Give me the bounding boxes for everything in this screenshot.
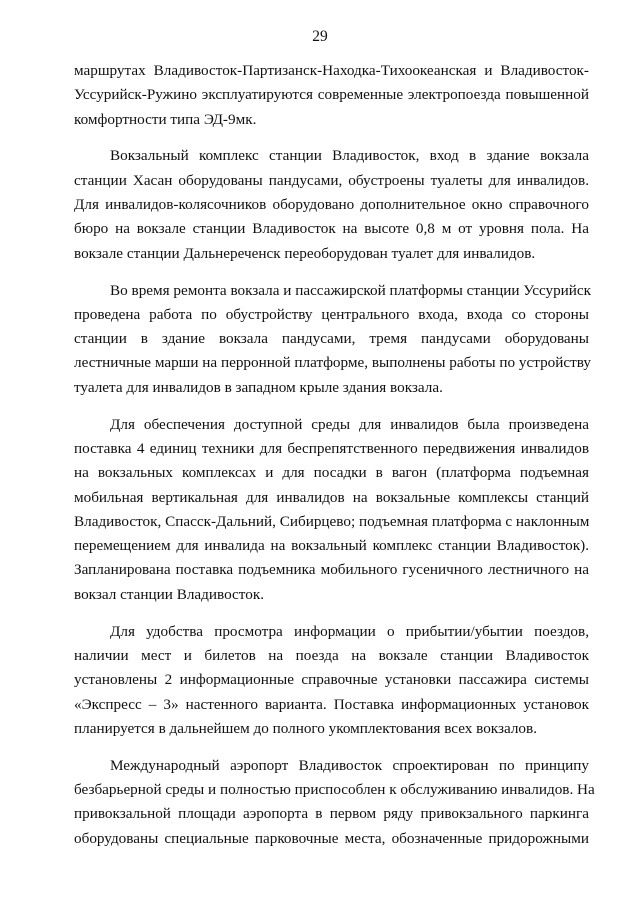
text-line: вокзале станции Дальнереченск переоборудован туалет для инвалидов. (74, 244, 536, 262)
text-line: Для удобства просмотра информации о прибытии/убытии поездов, (110, 622, 589, 640)
text-line: мобильная вертикальная для инвалидов на вокзальные комплексы станций (74, 488, 589, 506)
paragraph (74, 754, 595, 851)
text-line: Запланирована поставка подъемника мобильного гусеничного лестничного на (74, 561, 589, 579)
text-line: оборудованы специальные парковочные места, обозначенные придорожными (74, 829, 589, 847)
text-line: Во время ремонта вокзала и пассажирской платформы станции Уссурийск (110, 281, 592, 299)
text-line: лестничные марши на перронной платформе, выполнены работы по устройству (74, 354, 592, 372)
text-line: станции Хасан оборудованы пандусами, обустроены туалеты для инвалидов. (74, 171, 589, 189)
page-number: 29 (312, 28, 328, 45)
text-line: Уссурийск-Ружино эксплуатируются современные электропоезда повышенной (74, 86, 589, 104)
text-line: перемещением для инвалида на вокзальный комплекс станции Владивосток). (74, 537, 589, 555)
text-line: установлены 2 информационные справочные установки пассажира системы (74, 671, 589, 689)
text-line: привокзальной площади аэропорта в первом ряду привокзального паркинга (74, 805, 589, 823)
text-line: маршрутах Владивосток-Партизанск-Находка-Тихоокеанская и Владивосток- (74, 62, 589, 79)
text-line: станции в здание вокзала пандусами, тремя пандусами оборудованы (74, 330, 589, 348)
text-line: «Экспресс – 3» настенного варианта. Поставка информационных установок (74, 695, 589, 713)
paragraph (74, 144, 589, 265)
paragraph (74, 620, 589, 741)
document-body (74, 59, 595, 851)
text-line: проведена работа по обустройству центрального входа, входа со стороны (74, 305, 589, 323)
paragraph (74, 59, 589, 132)
text-line: туалета для инвалидов в западном крыле здания вокзала. (74, 378, 443, 396)
paragraph (74, 413, 589, 607)
text-line: поставка 4 единиц техники для беспрепятственного передвижения инвалидов (74, 439, 589, 457)
text-line: безбарьерной среды и полностью приспособлен к обслуживанию инвалидов. На (74, 780, 595, 798)
paragraph (74, 279, 592, 400)
text-line: комфортности типа ЭД-9мк. (74, 110, 257, 128)
text-line: наличии мест и билетов на поезда на вокзале станции Владивосток (74, 646, 589, 664)
text-line: планируется в дальнейшем до полного укомплектования всех вокзалов. (74, 719, 537, 737)
text-line: бюро на вокзале станции Владивосток на высоте 0,8 м от уровня пола. На (74, 220, 589, 238)
text-line: Вокзальный комплекс станции Владивосток, вход в здание вокзала (110, 147, 589, 165)
text-line: Для обеспечения доступной среды для инвалидов была произведена (110, 415, 589, 433)
text-line: Международный аэропорт Владивосток спроектирован по принципу (110, 756, 589, 774)
text-line: Для инвалидов-колясочников оборудовано дополнительное окно справочного (74, 196, 589, 214)
text-line: на вокзальных комплексах и для посадки в вагон (платформа подъемная (74, 464, 589, 482)
text-line: Владивосток, Спасск-Дальний, Сибирцево; подъемная платформа с наклонным (74, 512, 590, 530)
text-line: вокзал станции Владивосток. (74, 585, 264, 603)
